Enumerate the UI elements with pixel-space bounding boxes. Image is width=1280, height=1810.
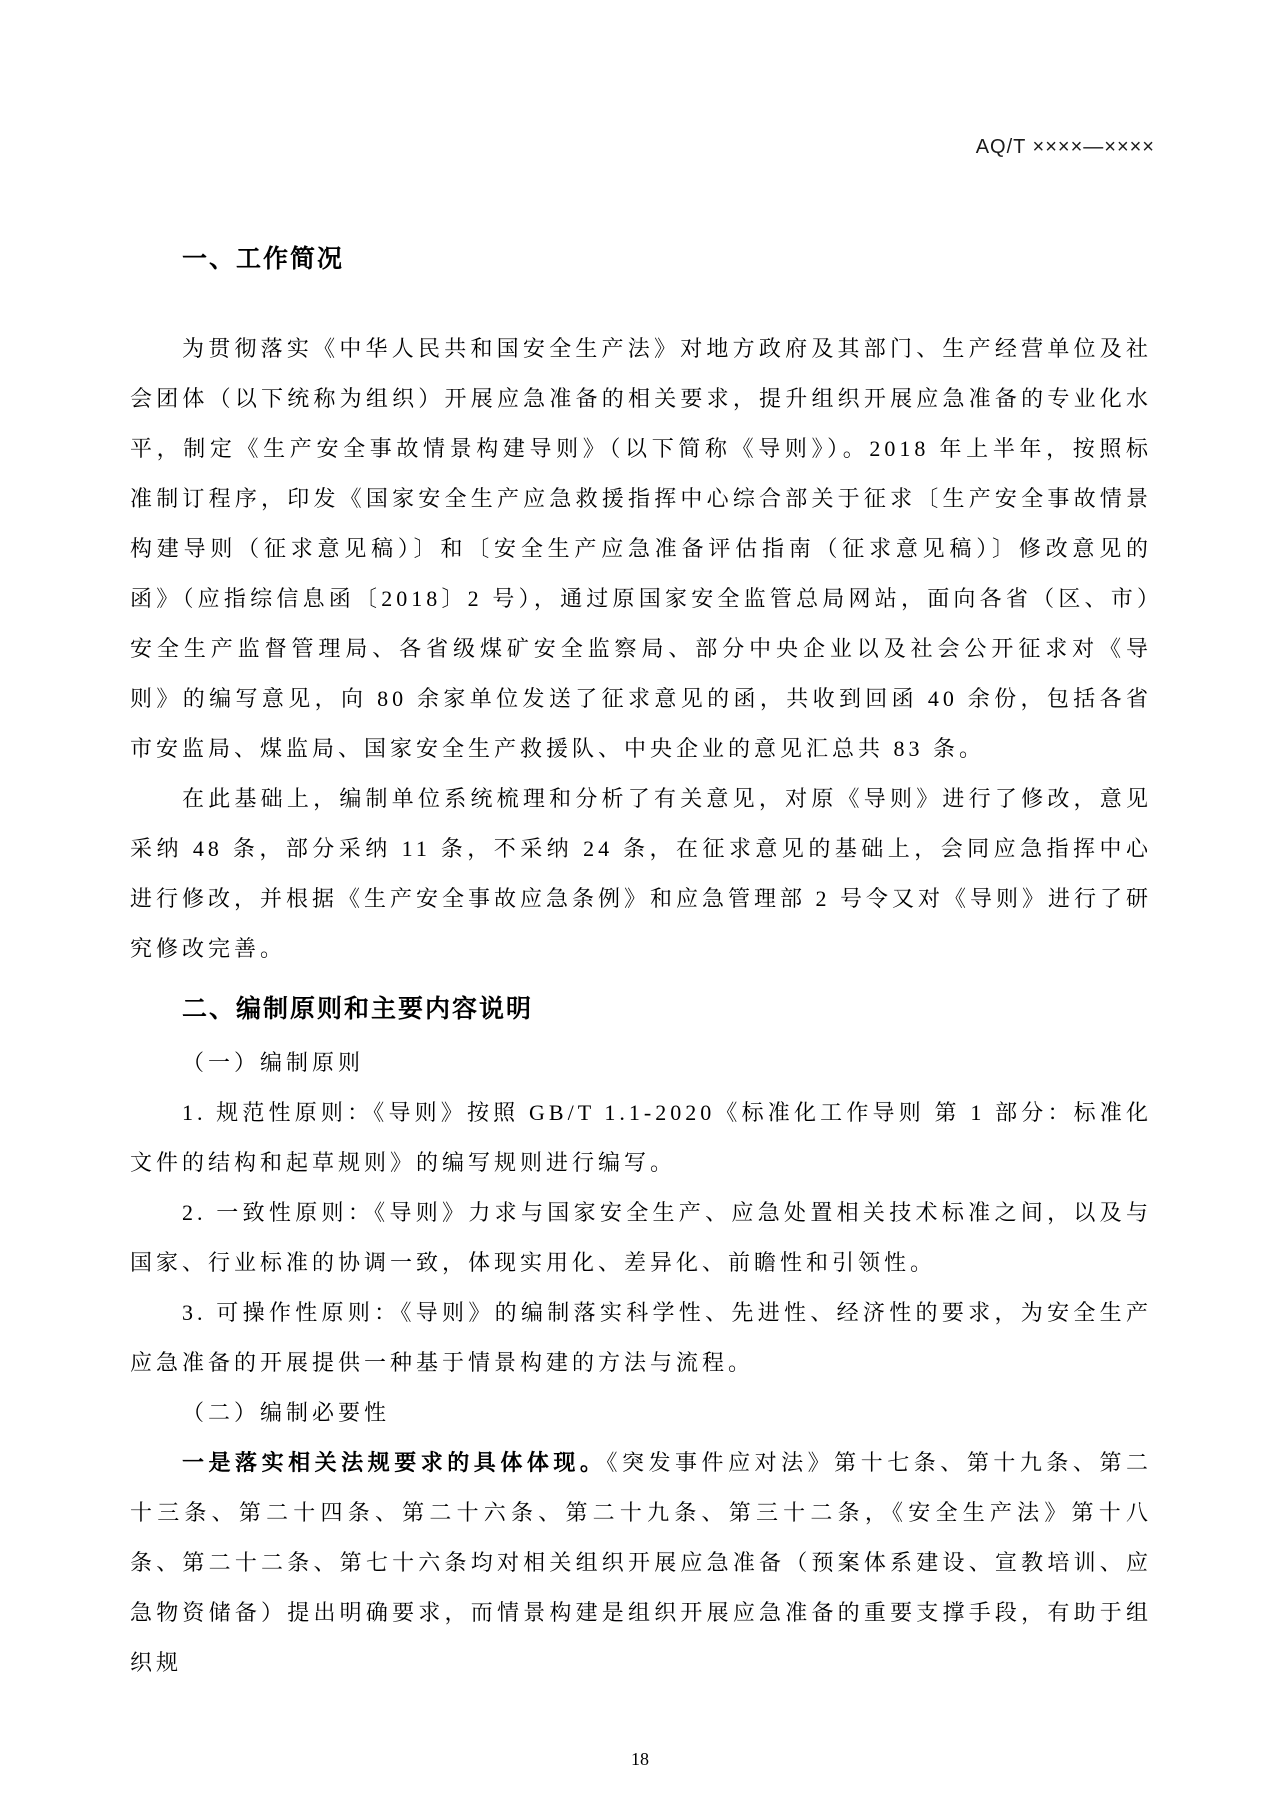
document-body bbox=[130, 240, 1152, 1688]
subsection-2-title: （二）编制必要性 bbox=[182, 1400, 391, 1425]
principle-item-3: 3. 可操作性原则：《导则》的编制落实科学性、先进性、经济性的要求，为安全生产应急准备的开展提供一种基于情景构建的方法与流程。 bbox=[130, 1300, 1152, 1375]
principle-item-2: 2. 一致性原则：《导则》力求与国家安全生产、应急处置相关技术标准之间，以及与国家、行业标准的协调一致，体现实用化、差异化、前瞻性和引领性。 bbox=[130, 1200, 1152, 1275]
necessity-body-text: 《突发事件应对法》第十七条、第十九条、第二十三条、第二十四条、第二十六条、第二十九条、第三十二条，《安全生产法》第十八条、第二十二条、第七十六条均对相关组织开展应急准备（预案体系建设、宣教培训、应急物资储备）提出明确要求，而情景构建是组织开展应急准备的重要支撑手段，有助于组织规 bbox=[130, 1450, 1152, 1675]
necessity-lead-text: 一是落实相关法规要求的具体体现。 bbox=[182, 1450, 607, 1475]
necessity-paragraph bbox=[130, 1438, 1152, 1688]
section-1-heading: 一、工作简况 bbox=[182, 245, 345, 273]
standard-code: AQ/T ××××—×××× bbox=[975, 136, 1155, 158]
page-footer bbox=[0, 1749, 1280, 1770]
subsection-1-title: （一）编制原则 bbox=[182, 1050, 365, 1075]
page-number: 18 bbox=[631, 1749, 649, 1769]
page-header bbox=[130, 136, 1155, 159]
principle-item-1: 1. 规范性原则：《导则》按照 GB/T 1.1-2020《标准化工作导则 第 1 部分：标准化文件的结构和起草规则》的编写规则进行编写。 bbox=[130, 1100, 1152, 1175]
section-1-paragraph-1: 为贯彻落实《中华人民共和国安全生产法》对地方政府及其部门、生产经营单位及社会团体（以下统称为组织）开展应急准备的相关要求，提升组织开展应急准备的专业化水平，制定《生产安全事故情景构建导则》（以下简称《导则》）。2018 年上半年，按照标准制订程序，印发《国家安全生产应急救援指挥中心综合部关于征求〔生产安全事故情景构建导则（征求意见稿）〕和〔安全生产应急准备评估指南（征求意见稿）〕修改意见的函》（应指综信息函〔2018〕2 号），通过原国家安全监管总局网站，面向各省（区、市）安全生产监督管理局、各省级煤矿安全监察局、部分中央企业以及社会公开征求对《导则》的编写意见，向 80 余家单位发送了征求意见的函，共收到回函 40 余份，包括各省市安监局、煤监局、国家安全生产救援队、中央企业的意见汇总共 83 条。 bbox=[130, 336, 1152, 761]
section-1-paragraph-2: 在此基础上，编制单位系统梳理和分析了有关意见，对原《导则》进行了修改，意见采纳 48 条，部分采纳 11 条，不采纳 24 条，在征求意见的基础上，会同应急指挥中心进行修改，并根据《生产安全事故应急条例》和应急管理部 2 号令又对《导则》进行了研究修改完善。 bbox=[130, 786, 1153, 961]
section-2-heading: 二、编制原则和主要内容说明 bbox=[182, 995, 534, 1023]
